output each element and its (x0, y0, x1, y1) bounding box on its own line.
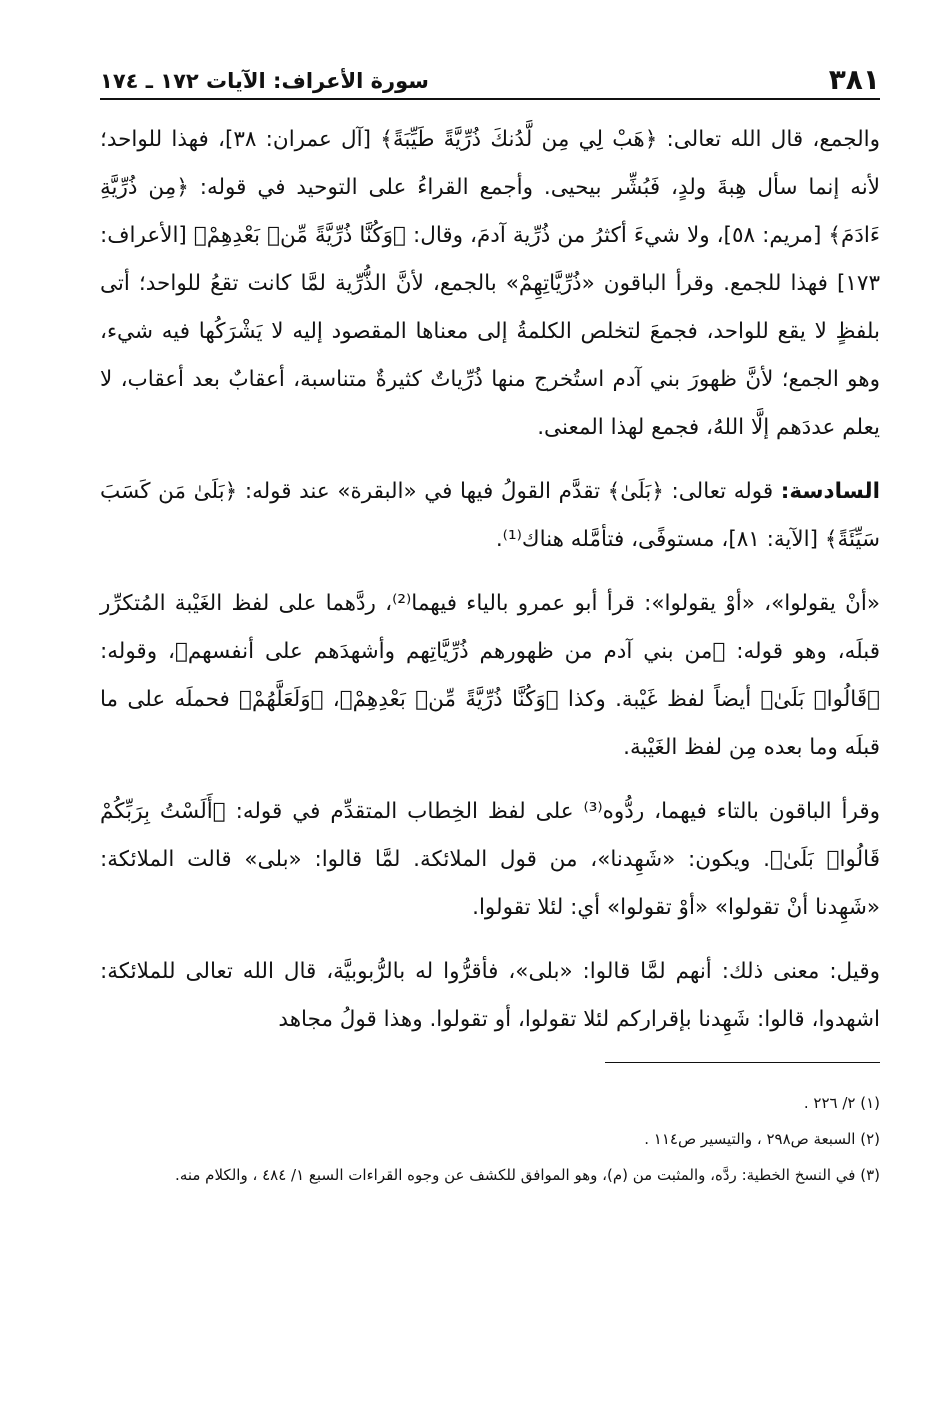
paragraph-3-text: «أنْ يقولوا»، «أوْ يقولوا»: قرأ أبو عمرو بالياء فيهما⁽²⁾، ردَّهما على لفظ الغَيْبة المُتكرِّر قبلَه، وهو قوله: ﴿من بني آدم من ظهورهم ذُرِّيَّاتِهم وأشهدَهم على أنفسهم﴾، وقوله: ﴿قَالُوا۟ بَلَىٰ﴾ أيضاً لفظ غَيْبة. وكذا ﴿وَكُنَّا ذُرِّيَّةً مِّنۢ بَعْدِهِمْ﴾، ﴿وَلَعَلَّهُمْ﴾ فحملَه على ما قبلَه وما بعده مِن لفظ الغَيْبة. (100, 591, 880, 760)
paragraph-1 (100, 116, 880, 452)
book-page (100, 58, 880, 1193)
paragraph-1-text: والجمع، قال الله تعالى: ﴿هَبْ لِي مِن لَّدُنكَ ذُرِّيَّةً طَيِّبَةً﴾ [آل عمران: ٣٨]، فهذا للواحد؛ لأنه إنما سأل هِبةَ ولدٍ، فَبُشِّر بيحيى. وأجمع القراءُ على التوحيد في قوله: ﴿مِن ذُرِّيَّةِ ءَادَمَ﴾ [مريم: ٥٨]، ولا شيءَ أكثرُ من ذُرِّية آدمَ، وقال: ﴿وَكُنَّا ذُرِّيَّةً مِّنۢ بَعْدِهِمْ﴾ [الأعراف: ١٧٣] فهذا للجمع. وقرأ الباقون «ذُرِّيَّاتِهِمْ» بالجمع، لأنَّ الذُّرِّية لمَّا كانت تقعُ للواحد؛ أتى بلفظٍ لا يقع للواحد، فجمعَ لتخلص الكلمةُ إلى معناها المقصود إليه لا يَشْرَكُها فيه شيء، وهو الجمع؛ لأنَّ ظهورَ بني آدم استُخرج منها ذُرِّياتٌ كثيرةٌ متناسبة، أعقابٌ بعد أعقاب، لا يعلم عددَهم إلَّا اللهُ، فجمع لهذا المعنى. (100, 127, 880, 440)
paragraph-4 (100, 788, 880, 932)
paragraph-5-text: وقيل: معنى ذلك: أنهم لمَّا قالوا: «بلى»، فأقرُّوا له بالرُّبوبيَّة، قال الله تعالى للملائكة: اشهدوا، قالوا: شَهِدنا بإقراركم لئلا تقولوا، أو تقولوا. وهذا قولُ مجاهد (100, 959, 880, 1032)
page-header (100, 58, 880, 96)
footnotes (100, 1085, 880, 1193)
paragraph-2-lead: السادسة: (780, 479, 880, 504)
paragraph-3 (100, 580, 880, 772)
running-title: سورة الأعراف: الآيات ١٧٢ ـ ١٧٤ (100, 69, 429, 93)
page-number: ٣٨١ (828, 63, 880, 96)
paragraph-4-text: وقرأ الباقون بالتاء فيهما، ردُّوه⁽³⁾ على لفظ الخِطاب المتقدِّم في قوله: ﴿أَلَسْتُ بِرَبِّكُمْ قَالُوا۟ بَلَىٰ﴾. ويكون: «شَهِدنا»، من قول الملائكة. لمَّا قالوا: «بلى» قالت الملائكة: «شَهِدنا أنْ تقولوا» «أوْ تقولوا» أي: لئلا تقولوا. (100, 799, 880, 920)
paragraph-5 (100, 948, 880, 1044)
footnote-1: (١) ٢/ ٢٢٦ . (803, 1094, 880, 1112)
paragraph-2-text: قوله تعالى: ﴿بَلَىٰ﴾ تقدَّم القولُ فيها في «البقرة» عند قوله: ﴿بَلَىٰ مَن كَسَبَ سَيِّئَةً﴾ [الآية: ٨١]، مستوفًى، فتأمَّله هناك⁽¹⁾. (100, 479, 880, 552)
footnote-3: (٣) في النسخ الخطية: ردَّه، والمثبت من (م)، وهو الموافق للكشف عن وجوه القراءات السبع ١/ ٤٨٤ ، والكلام منه. (175, 1166, 880, 1184)
footnote-rule (605, 1062, 880, 1063)
page-body (100, 116, 880, 1044)
header-rule (100, 98, 880, 100)
paragraph-2 (100, 468, 880, 564)
footnote-2: (٢) السبعة ص٢٩٨ ، والتيسير ص١١٤ . (644, 1130, 880, 1148)
